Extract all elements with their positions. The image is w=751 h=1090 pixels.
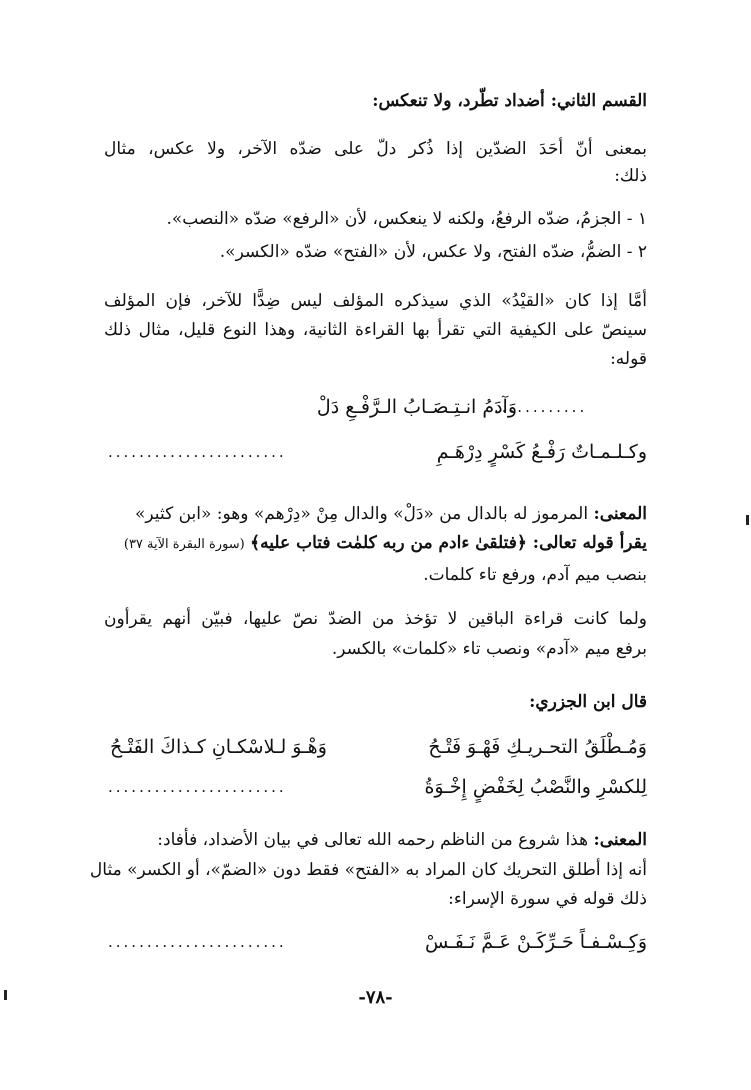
verse-1-line-2-dots: ....................... xyxy=(108,443,287,461)
meaning-2-line-3: ذلك قوله في سورة الإسراء: xyxy=(448,889,647,909)
example-1: ١ - الجزمُ، ضدّه الرفعُ، ولكنه لا ينعكس، لأن «الرفع» ضدّه «النصب». xyxy=(166,209,647,229)
verse-2-line-1 xyxy=(104,732,647,762)
example-2: ٢ - الضمُّ، ضدّه الفتح، ولا عكس، لأن «الفتح» ضدّه «الكسر». xyxy=(219,242,647,262)
meaning-2-line-1-text: هذا شروع من الناظم رحمه الله تعالى في بيان الأضداد، فأفاد: xyxy=(157,830,589,850)
meaning-1-line-1 xyxy=(104,502,647,526)
quran-reference: (سورة البقرة الآية ٣٧) xyxy=(123,537,245,552)
meaning-2-line-2: أنه إذا أطلق التحريك كان المراد به «الفتح» فقط دون «الضمّ»، أو الكسر» مثال xyxy=(89,860,647,880)
page-number: -٧٨- xyxy=(358,987,393,1008)
verse-2-line-1-left: وَهْـوَ لـلاسْكـانِ كـذاكَ الفَتْـحُ xyxy=(110,736,327,758)
meaning-1-line-2 xyxy=(104,531,647,557)
meaning-1-label: المعنى: xyxy=(593,504,647,524)
paragraph-2-line-3: قوله: xyxy=(610,349,647,369)
section-heading: القسم الثاني: أضداد تطّرد، ولا تنعكس: xyxy=(372,91,647,111)
scan-margin-mark-right xyxy=(746,515,749,525)
intro-line-2: ذلك: xyxy=(614,166,647,186)
paragraph-3-line-1: ولما كانت قراءة الباقين لا تؤخذ من الضدّ نصّ عليها، فبيّن أنهم يقرأون xyxy=(104,609,647,629)
paragraph-2-line-1: أمَّا إذا كان «القيْدُ» الذي سيذكره المؤلف ليس ضِدًّا للآخر، فإن المؤلف xyxy=(104,291,647,311)
verse-2-line-1-right: وَمُـطْلَقُ التحـريـكِ فَهْـوَ فَتْـحُ xyxy=(428,736,647,758)
verse-3-line-1-dots: ....................... xyxy=(108,933,287,951)
verse-1-line-1-text: وَآدَمُ انـتِـصَـابُ الـرَّفْـعِ دَلْ xyxy=(316,396,517,418)
verse-3-line-1 xyxy=(104,927,647,957)
verse-1-line-2 xyxy=(104,437,647,467)
scan-margin-mark-left xyxy=(4,990,7,1000)
paragraph-3-line-2: برفع ميم «آدم» ونصب تاء «كلمات» بالكسر. xyxy=(331,639,647,659)
verse-2-line-2-dots: ....................... xyxy=(108,778,287,796)
verse-2-line-2-right: لِلكسْرِ والنَّصْبُ لِخَفْضٍ إِخْـوَةُ xyxy=(424,776,647,798)
verse-1-line-1-dots: ............ xyxy=(494,398,588,416)
verse-1-line-2-text: وكـلـمـاتٌ رَفْـعُ كَسْرٍ دِرْهَـمِ xyxy=(436,441,647,463)
quote-heading: قال ابن الجزري: xyxy=(529,692,647,712)
meaning-1-line-3: بنصب ميم آدم، ورفع تاء كلمات. xyxy=(423,565,647,585)
verse-3-line-1-text: وَكِـسْـفـاً حَـرِّكَـنْ عَـمَّ نَـفَـسْ xyxy=(424,931,647,953)
verse-2-line-2 xyxy=(104,772,647,802)
meaning-2-line-1 xyxy=(104,828,647,852)
paragraph-2-line-2: سينصّ على الكيفية التي تقرأ بها القراءة الثانية، وهذا النوع قليل، مثال ذلك xyxy=(104,320,647,340)
meaning-2-label: المعنى: xyxy=(593,830,647,850)
meaning-1-line-1-text: المرموز له بالدال من «دَلْ» والدال مِنْ «دِرْهم» وهو: «ابن كثير» xyxy=(135,504,589,524)
intro-line-1: بمعنى أنّ أحَدَ الضدّين إذا ذُكر دلّ على ضدّه الآخر، ولا عكس، مثال xyxy=(104,139,647,159)
meaning-1-line-2-text: يقرأ قوله تعالى: ﴿فتلقىٰ ءادم من ربه كلمٰت فتاب عليه﴾ xyxy=(250,533,647,553)
verse-1-line-1 xyxy=(104,392,647,422)
